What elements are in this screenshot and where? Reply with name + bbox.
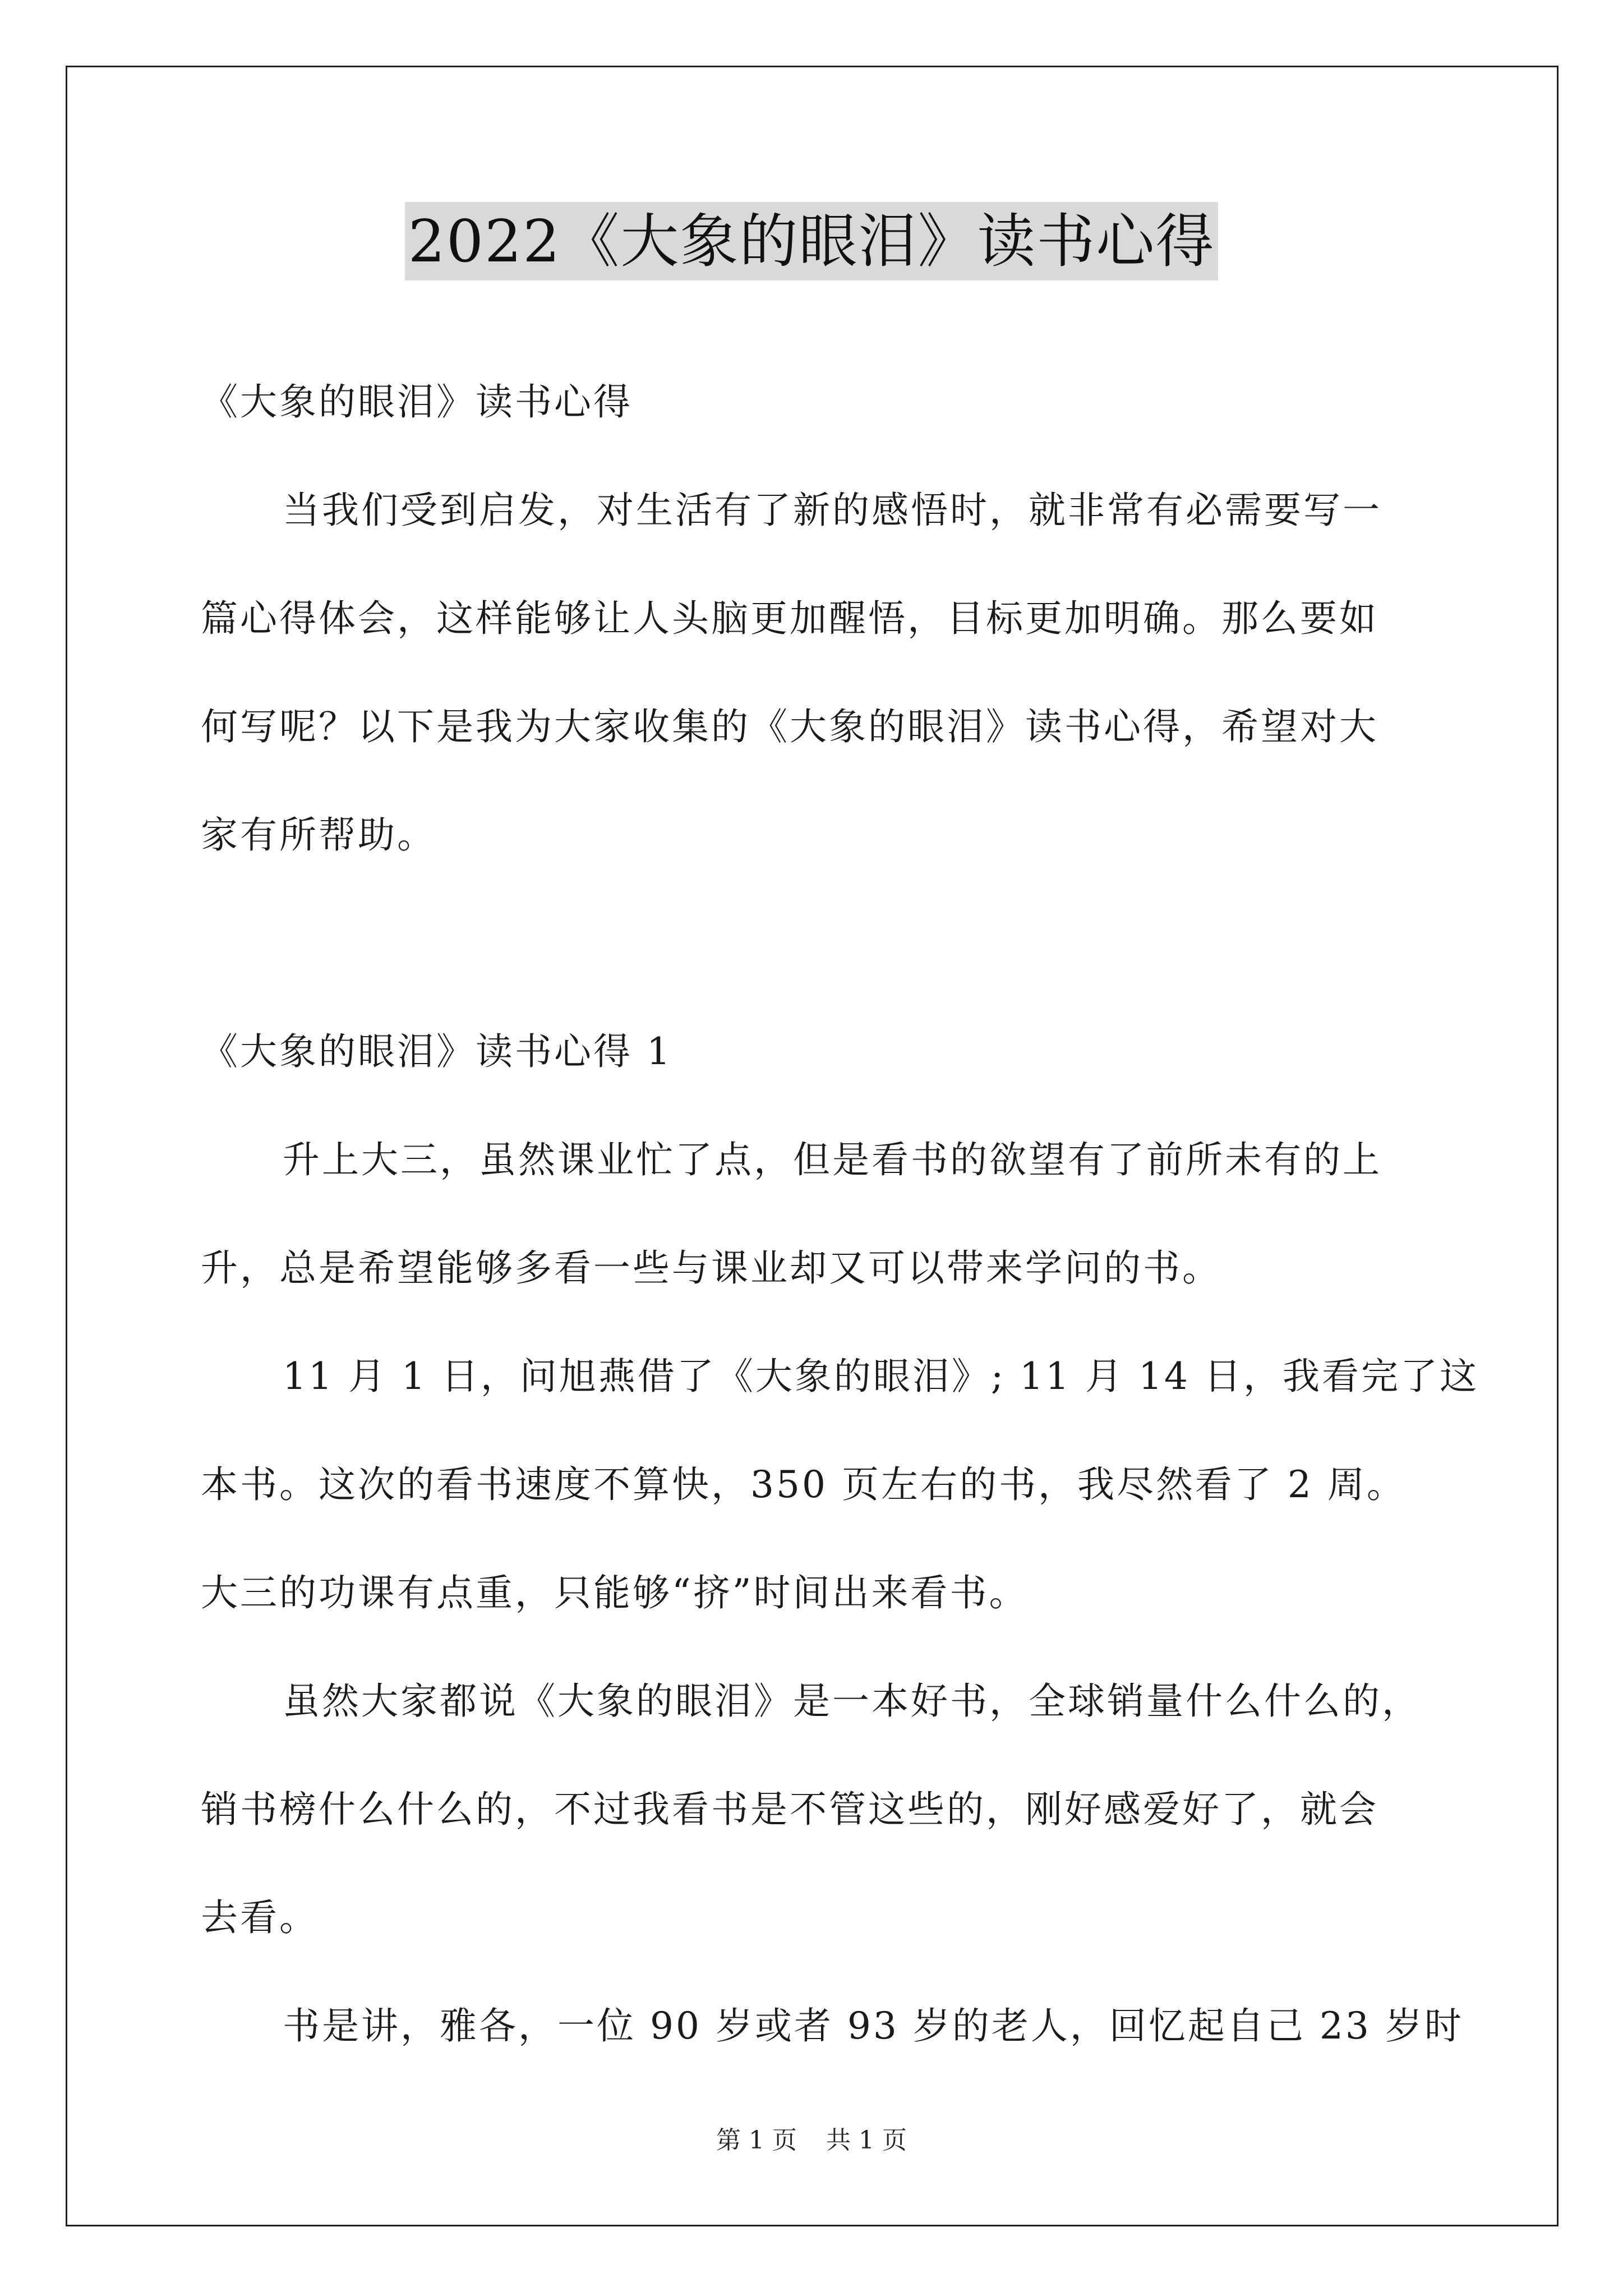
- paragraph-line: 本书。这次的看书速度不算快，350 页左右的书，我尽然看了 2 周。: [201, 1463, 1406, 1506]
- document-title: 2022《大象的眼泪》读书心得: [405, 202, 1219, 280]
- paragraph-line: 何写呢？以下是我为大家收集的《大象的眼泪》读书心得，希望对大: [201, 705, 1378, 748]
- document-body: [201, 348, 1479, 2080]
- paragraph-line: 大三的功课有点重，只能够“挤”时间出来看书。: [201, 1571, 1029, 1614]
- paragraph-line: 销书榜什么什么的，不过我看书是不管这些的，刚好感爱好了，就会: [201, 1788, 1378, 1831]
- paragraph-line: 书是讲，雅各，一位 90 岁或者 93 岁的老人，回忆起自己 23 岁时: [283, 2004, 1464, 2047]
- paragraph-line: 虽然大家都说《大象的眼泪》是一本好书，全球销量什么什么的，: [283, 1680, 1421, 1723]
- paragraph-line: 当我们受到启发，对生活有了新的感悟时，就非常有必需要写一: [283, 489, 1382, 532]
- paragraph-line: 家有所帮助。: [201, 813, 436, 857]
- section-heading: 《大象的眼泪》读书心得 1: [201, 1030, 672, 1073]
- paragraph-line: 去看。: [201, 1896, 319, 1939]
- page-footer: [0, 2124, 1623, 2157]
- paragraph-line: 11 月 1 日，问旭燕借了《大象的眼泪》; 11 月 14 日，我看完了这: [283, 1355, 1479, 1398]
- paragraph-line: 升上大三，虽然课业忙了点，但是看书的欲望有了前所未有的上: [283, 1138, 1382, 1181]
- paragraph-line: 篇心得体会，这样能够让人头脑更加醒悟，目标更加明确。那么要如: [201, 597, 1378, 640]
- paragraph-spacer: [201, 889, 1435, 997]
- page-number: 第 1 页: [716, 2126, 797, 2155]
- intro-heading: 《大象的眼泪》读书心得: [201, 380, 633, 424]
- page-total: 共 1 页: [826, 2126, 907, 2155]
- paragraph-line: 升，总是希望能够多看一些与课业却又可以带来学问的书。: [201, 1246, 1221, 1290]
- title-container: [0, 202, 1623, 280]
